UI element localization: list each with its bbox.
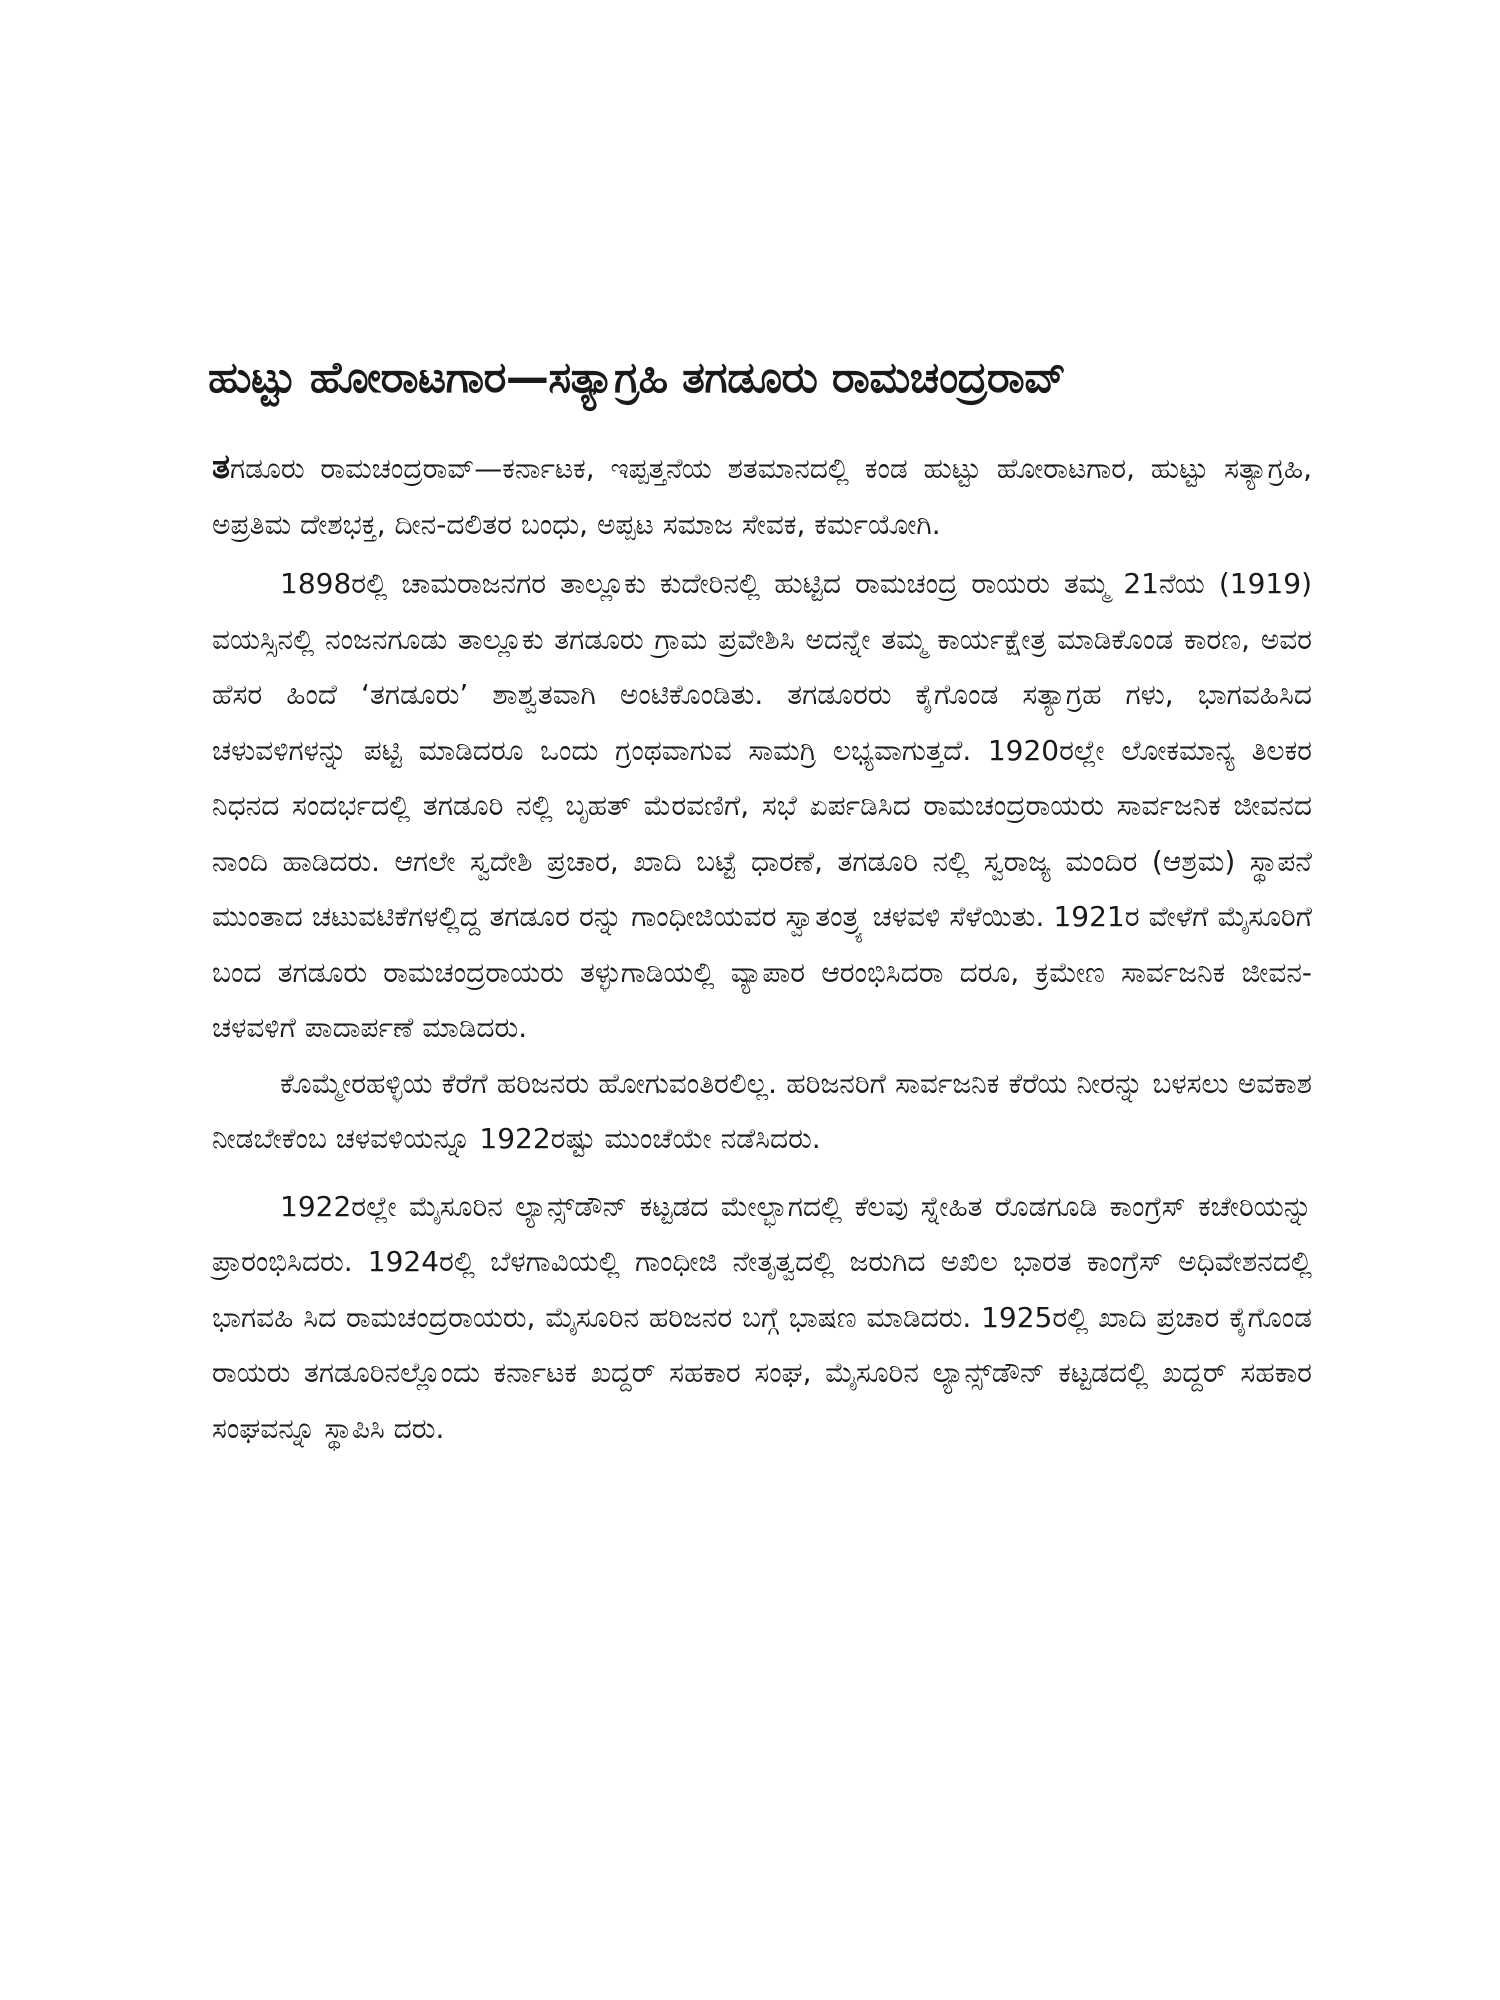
- paragraph-3: 1922ರಲ್ಲೇ ಮೈಸೂರಿನ ಲ್ಯಾನ್ಸ್‌ಡೌನ್ ಕಟ್ಟಡದ ಮೇಲ್ಭಾಗದಲ್ಲಿ ಕೆಲವು ಸ್ನೇಹಿತ ರೊಡಗೂಡಿ ಕಾಂಗ್ರೆಸ್ ಕಚೇರಿಯನ್ನು ಪ್ರಾರಂಭಿಸಿದರು. 1924ರಲ್ಲಿ ಬೆಳಗಾವಿಯಲ್ಲಿ ಗಾಂಧೀಜಿ ನೇತೃತ್ವದಲ್ಲಿ ಜರುಗಿದ ಅಖಿಲ ಭಾರತ ಕಾಂಗ್ರೆಸ್ ಅಧಿವೇಶನದಲ್ಲಿ ಭಾಗವಹಿ ಸಿದ ರಾಮಚಂದ್ರರಾಯರು, ಮೈಸೂರಿನ ಹರಿಜನರ ಬಗ್ಗೆ ಭಾಷಣ ಮಾಡಿದರು. 1925ರಲ್ಲಿ ಖಾದಿ ಪ್ರಚಾರ ಕೈಗೊಂಡ ರಾಯರು ತಗಡೂರಿನಲ್ಲೊಂದು ಕರ್ನಾಟಕ ಖದ್ದರ್ ಸಹಕಾರ ಸಂಘ, ಮೈಸೂರಿನ ಲ್ಯಾನ್ಸ್‌ಡೌನ್ ಕಟ್ಟಡದಲ್ಲಿ ಖದ್ದರ್ ಸಹಕಾರ ಸಂಘವನ್ನೂ ಸ್ಥಾಪಿಸಿ ದರು.: [212, 1189, 1312, 1445]
- intro-text: ಗಡೂರು ರಾಮಚಂದ್ರರಾವ್—ಕರ್ನಾಟಕ, ಇಪ್ಪತ್ತನೆಯ ಶತಮಾನದಲ್ಲಿ ಕಂಡ ಹುಟ್ಟು ಹೋರಾಟಗಾರ, ಹುಟ್ಟು ಸತ್ಯಾಗ್ರಹಿ, ಅಪ್ರತಿಮ ದೇಶಭಕ್ತ, ದೀನ-ದಲಿತರ ಬಂಧು, ಅಪ್ಪಟ ಸಮಾಜ ಸೇವಕ, ಕರ್ಮಯೋಗಿ.: [212, 452, 1312, 541]
- drop-cap: ತ: [212, 447, 231, 487]
- page-title: ಹುಟ್ಟು ಹೋರಾಟಗಾರ—ಸತ್ಯಾಗ್ರಹಿ ತಗಡೂರು ರಾಮಚಂದ್ರರಾವ್: [208, 353, 1066, 403]
- article-body: [212, 440, 1312, 1456]
- paragraph-1: 1898ರಲ್ಲಿ ಚಾಮರಾಜನಗರ ತಾಲ್ಲೂಕು ಕುದೇರಿನಲ್ಲಿ ಹುಟ್ಟಿದ ರಾಮಚಂದ್ರ ರಾಯರು ತಮ್ಮ 21ನೆಯ (1919) ವಯಸ್ಸಿನಲ್ಲಿ ನಂಜನಗೂಡು ತಾಲ್ಲೂಕು ತಗಡೂರು ಗ್ರಾಮ ಪ್ರವೇಶಿಸಿ ಅದನ್ನೇ ತಮ್ಮ ಕಾರ್ಯಕ್ಷೇತ್ರ ಮಾಡಿಕೊಂಡ ಕಾರಣ, ಅವರ ಹೆಸರ ಹಿಂದೆ ‘ತಗಡೂರು’ ಶಾಶ್ವತವಾಗಿ ಅಂಟಿಕೊಂಡಿತು. ತಗಡೂರರು ಕೈಗೊಂಡ ಸತ್ಯಾಗ್ರಹ ಗಳು, ಭಾಗವಹಿಸಿದ ಚಳುವಳಿಗಳನ್ನು ಪಟ್ಟಿ ಮಾಡಿದರೂ ಒಂದು ಗ್ರಂಥವಾಗುವ ಸಾಮಗ್ರಿ ಲಭ್ಯವಾಗುತ್ತದೆ. 1920ರಲ್ಲೇ ಲೋಕಮಾನ್ಯ ತಿಲಕರ ನಿಧನದ ಸಂದರ್ಭದಲ್ಲಿ ತಗಡೂರಿ ನಲ್ಲಿ ಬೃಹತ್ ಮೆರವಣಿಗೆ, ಸಭೆ ಏರ್ಪಡಿಸಿದ ರಾಮಚಂದ್ರರಾಯರು ಸಾರ್ವಜನಿಕ ಜೀವನದ ನಾಂದಿ ಹಾಡಿದರು. ಆಗಲೇ ಸ್ವದೇಶಿ ಪ್ರಚಾರ, ಖಾದಿ ಬಟ್ಟೆ ಧಾರಣೆ, ತಗಡೂರಿ ನಲ್ಲಿ ಸ್ವರಾಜ್ಯ ಮಂದಿರ (ಆಶ್ರಮ) ಸ್ಥಾಪನೆ ಮುಂತಾದ ಚಟುವಟಿಕೆಗಳಲ್ಲಿದ್ದ ತಗಡೂರ ರನ್ನು ಗಾಂಧೀಜಿಯವರ ಸ್ವಾತಂತ್ರ್ಯ ಚಳವಳಿ ಸೆಳೆಯಿತು. 1921ರ ವೇಳೆಗೆ ಮೈಸೂರಿಗೆ ಬಂದ ತಗಡೂರು ರಾಮಚಂದ್ರರಾಯರು ತಳ್ಳುಗಾಡಿಯಲ್ಲಿ ವ್ಯಾಪಾರ ಆರಂಭಿಸಿದರಾ ದರೂ, ಕ್ರಮೇಣ ಸಾರ್ವಜನಿಕ ಜೀವನ-ಚಳವಳಿಗೆ ಪಾದಾರ್ಪಣೆ ಮಾಡಿದರು.: [212, 567, 1312, 1044]
- intro-paragraph: [212, 440, 1312, 552]
- paragraph-2: ಕೊಮ್ಮೇರಹಳ್ಳಿಯ ಕೆರೆಗೆ ಹರಿಜನರು ಹೋಗುವಂತಿರಲಿಲ್ಲ. ಹರಿಜನರಿಗೆ ಸಾರ್ವಜನಿಕ ಕೆರೆಯ ನೀರನ್ನು ಬಳಸಲು ಅವಕಾಶ ನೀಡಬೇಕೆಂಬ ಚಳವಳಿಯನ್ನೂ 1922ರಷ್ಟು ಮುಂಚೆಯೇ ನಡೆಸಿದರು.: [212, 1066, 1312, 1155]
